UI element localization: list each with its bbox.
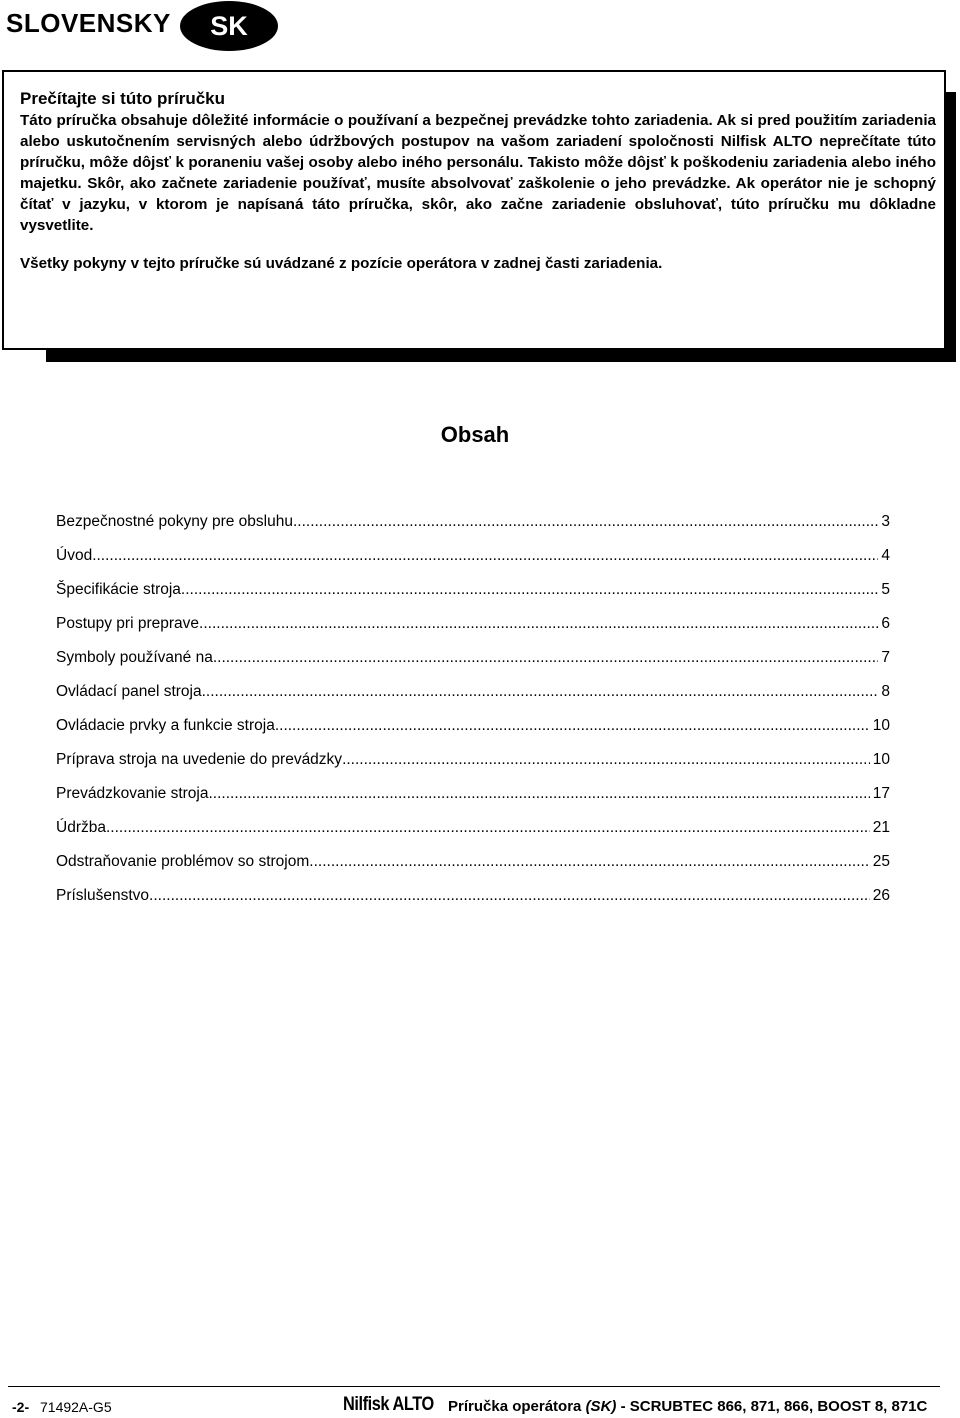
toc-leader-dots	[213, 648, 879, 668]
toc-leader-dots	[181, 580, 878, 600]
notice-note: Všetky pokyny v tejto príručke sú uvádzané z pozície operátora v zadnej časti zariadenia.	[20, 255, 663, 272]
toc-leader-dots	[149, 886, 870, 906]
footer-divider	[8, 1386, 940, 1387]
toc-entry-label: Ovládacie prvky a funkcie stroja	[56, 717, 275, 734]
toc-entry-page: 25	[872, 853, 890, 870]
footer-brand-logo: Nilfisk ALTO	[343, 1394, 434, 1415]
toc-entry-page: 7	[881, 649, 890, 666]
toc-entry-page: 3	[881, 513, 890, 530]
page-footer	[8, 1394, 940, 1418]
toc-leader-dots	[209, 784, 870, 804]
toc-entry-label: Špecifikácie stroja	[56, 581, 181, 598]
language-code-badge: SK	[180, 1, 278, 51]
toc-entry-label: Prevádzkovanie stroja	[56, 785, 209, 802]
toc-entry-page: 17	[872, 785, 890, 802]
toc-entry-label: Odstraňovanie problémov so strojom	[56, 853, 310, 870]
footer-title-models: - SCRUBTEC 866, 871, 866, BOOST 8, 871C	[620, 1398, 928, 1415]
toc-leader-dots	[199, 614, 878, 634]
toc-entry-label: Príslušenstvo	[56, 887, 150, 904]
footer-page-number: -2-	[12, 1399, 30, 1415]
toc-entry-page: 8	[881, 683, 890, 700]
toc-entry[interactable]	[56, 818, 890, 852]
toc-entry[interactable]	[56, 546, 890, 580]
toc-entry[interactable]	[56, 512, 890, 546]
toc-entry[interactable]	[56, 852, 890, 886]
toc-entry-label: Symboly používané na	[56, 649, 213, 666]
toc-leader-dots	[202, 682, 879, 702]
table-of-contents	[56, 512, 890, 920]
toc-entry-label: Príprava stroja na uvedenie do prevádzky	[56, 751, 343, 768]
toc-entry[interactable]	[56, 614, 890, 648]
toc-entry-page: 6	[881, 615, 890, 632]
notice-box	[2, 70, 946, 350]
notice-body: Táto príručka obsahuje dôležité informácie o používaní a bezpečnej prevádzke tohto zariadenia. Ak si pred použitím zariadenia alebo uskutočnením servisných alebo údržbových postupov na vašom zariadení spoločnosti Nilfisk ALTO neprečítate túto príručku, môže dôjsť k poraneniu vašej osoby alebo iného personálu. Takisto môže dôjsť k poškodeniu zariadenia alebo iného majetku. Skôr, ako začnete zariadenie používať, musíte absolvovať zaškolenie o jeho prevádzke. Ak operátor nie je schopný čítať v jazyku, v ktorom je napísaná táto príručka, skôr, ako začne zariadenie obsluhovať, túto príručku mu dôkladne vysvetlite.	[20, 112, 936, 234]
footer-document-code: 71492A-G5	[40, 1399, 112, 1415]
notice-heading: Prečítajte si túto príručku	[20, 89, 225, 108]
toc-entry-label: Údržba	[56, 819, 106, 836]
footer-title-prefix: Príručka operátora	[448, 1398, 582, 1415]
toc-entry[interactable]	[56, 784, 890, 818]
toc-leader-dots	[275, 716, 870, 736]
toc-entry-page: 4	[881, 547, 890, 564]
footer-title-lang: (SK)	[585, 1398, 617, 1415]
toc-entry[interactable]	[56, 648, 890, 682]
toc-entry[interactable]	[56, 580, 890, 614]
toc-entry-page: 21	[872, 819, 890, 836]
toc-entry[interactable]	[56, 886, 890, 920]
toc-entry-label: Postupy pri preprave	[56, 615, 200, 632]
toc-entry[interactable]	[56, 716, 890, 750]
toc-title: Obsah	[440, 422, 510, 447]
toc-leader-dots	[342, 750, 870, 770]
toc-entry-page: 10	[872, 717, 890, 734]
toc-entry[interactable]	[56, 750, 890, 784]
toc-entry-page: 5	[881, 581, 890, 598]
language-title: SLOVENSKY	[6, 8, 171, 38]
toc-entry-page: 10	[872, 751, 890, 768]
toc-entry-page: 26	[872, 887, 890, 904]
toc-entry-label: Ovládací panel stroja	[56, 683, 202, 700]
toc-leader-dots	[293, 512, 878, 532]
toc-leader-dots	[92, 546, 878, 566]
toc-entry[interactable]	[56, 682, 890, 716]
toc-leader-dots	[106, 818, 870, 838]
toc-leader-dots	[309, 852, 869, 872]
toc-entry-label: Úvod	[56, 547, 93, 564]
toc-entry-label: Bezpečnostné pokyny pre obsluhu	[56, 513, 293, 530]
footer-document-title	[448, 1398, 927, 1415]
